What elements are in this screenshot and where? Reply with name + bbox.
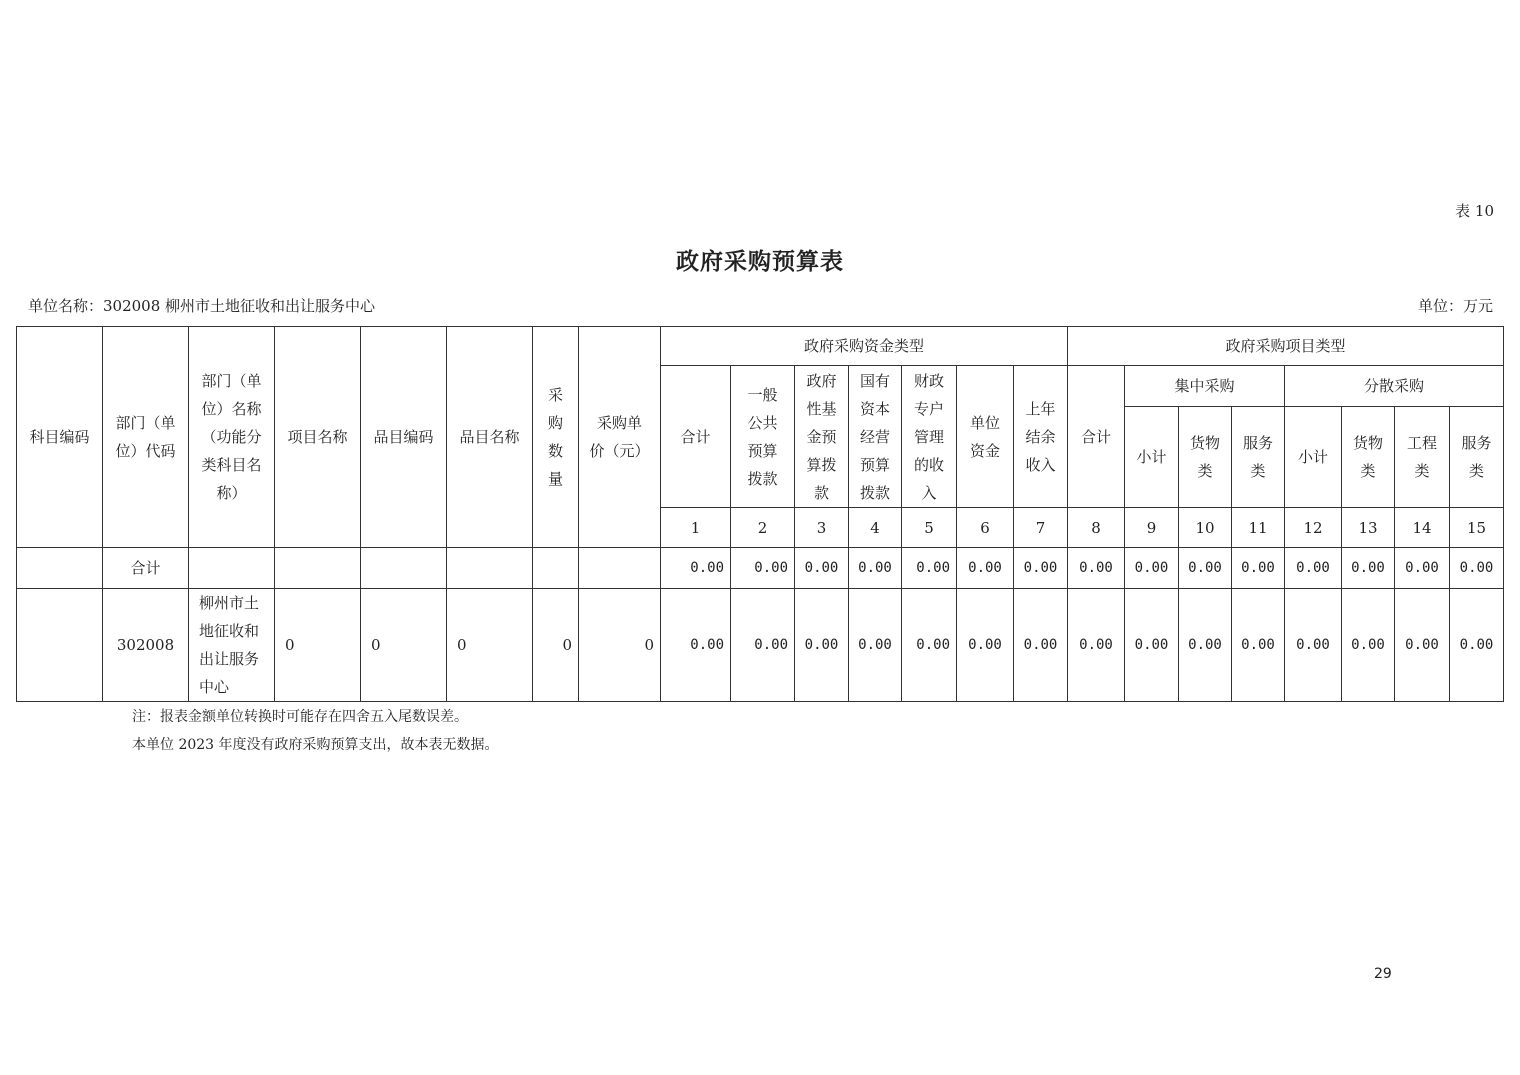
total-value: 0.00: [1342, 548, 1395, 589]
header-d-goods: 货物 类: [1342, 407, 1395, 508]
table-number: 表 10: [1455, 202, 1494, 220]
row-value: 0.00: [1232, 589, 1285, 702]
procurement-budget-table: [16, 326, 1504, 702]
footnote-rounding: 注：报表金额单位转换时可能存在四舍五入尾数误差。: [132, 709, 468, 725]
header-project-type: 政府采购项目类型: [1068, 327, 1504, 366]
row-value: 0.00: [1125, 589, 1179, 702]
col-number: 13: [1342, 508, 1395, 548]
col-number: 14: [1395, 508, 1450, 548]
row-value: 0.00: [661, 589, 731, 702]
row-value: 0.00: [902, 589, 957, 702]
total-value: 0.00: [795, 548, 849, 589]
total-empty-cell: [361, 548, 447, 589]
total-subject-code: [17, 548, 103, 589]
header-decentralized: 分散采购: [1285, 366, 1504, 407]
total-value: 0.00: [1395, 548, 1450, 589]
header-prev-balance: 上年 结余 收入: [1014, 366, 1068, 508]
footnote-no-data: 本单位 2023 年度没有政府采购预算支出，故本表无数据。: [132, 737, 499, 753]
row-dept-name: 柳州市土 地征收和 出让服务 中心: [189, 589, 275, 702]
header-item-name: 品目名称: [447, 327, 533, 548]
data-row: [17, 589, 1504, 702]
row-value: 0.00: [1395, 589, 1450, 702]
header-item-code: 品目编码: [361, 327, 447, 548]
unit-name: 单位名称：302008 柳州市土地征收和出让服务中心: [28, 297, 376, 315]
page-number: 29: [1374, 966, 1392, 982]
total-value: 0.00: [731, 548, 795, 589]
total-value: 0.00: [1285, 548, 1342, 589]
col-number: 5: [902, 508, 957, 548]
row-value: 0.00: [957, 589, 1014, 702]
total-empty-cell: [533, 548, 579, 589]
total-empty-cell: [275, 548, 361, 589]
total-value: 0.00: [661, 548, 731, 589]
total-empty-cell: [579, 548, 661, 589]
total-value: 0.00: [1179, 548, 1232, 589]
row-item-code: 0: [361, 589, 447, 702]
header-fund-type: 政府采购资金类型: [661, 327, 1068, 366]
total-value: 0.00: [1125, 548, 1179, 589]
total-value: 0.00: [957, 548, 1014, 589]
row-dept-code: 302008: [103, 589, 189, 702]
total-value: 0.00: [1232, 548, 1285, 589]
currency-unit: 单位：万元: [1417, 297, 1493, 315]
header-d-works: 工程 类: [1395, 407, 1450, 508]
header-gov-fund: 政府 性基 金预 算拨 款: [795, 366, 849, 508]
row-project-name: 0: [275, 589, 361, 702]
row-value: 0.00: [1450, 589, 1504, 702]
total-empty-cell: [189, 548, 275, 589]
total-value: 0.00: [1014, 548, 1068, 589]
total-value: 0.00: [849, 548, 902, 589]
header-subject-code: 科目编码: [17, 327, 103, 548]
col-number: 10: [1179, 508, 1232, 548]
row-value: 0.00: [849, 589, 902, 702]
row-value: 0.00: [1179, 589, 1232, 702]
total-label: 合计: [103, 548, 189, 589]
total-row: [17, 548, 1504, 589]
row-subject-code: [17, 589, 103, 702]
row-value: 0.00: [1014, 589, 1068, 702]
header-unit-fund: 单位 资金: [957, 366, 1014, 508]
header-c-subtotal: 小计: [1125, 407, 1179, 508]
col-number: 12: [1285, 508, 1342, 548]
header-fiscal-special: 财政 专户 管理 的收 入: [902, 366, 957, 508]
col-number: 3: [795, 508, 849, 548]
total-value: 0.00: [1450, 548, 1504, 589]
total-value: 0.00: [902, 548, 957, 589]
col-number: 8: [1068, 508, 1125, 548]
col-number: 2: [731, 508, 795, 548]
row-value: 0.00: [1342, 589, 1395, 702]
col-number: 6: [957, 508, 1014, 548]
row-value: 0.00: [795, 589, 849, 702]
header-proj-total: 合计: [1068, 366, 1125, 508]
header-quantity: 采 购 数 量: [533, 327, 579, 548]
col-number: 9: [1125, 508, 1179, 548]
row-quantity: 0: [533, 589, 579, 702]
col-number: 4: [849, 508, 902, 548]
page-title: 政府采购预算表: [676, 248, 844, 275]
row-value: 0.00: [1285, 589, 1342, 702]
header-dept-code: 部门（单 位）代码: [103, 327, 189, 548]
header-fund-total: 合计: [661, 366, 731, 508]
header-project-name: 项目名称: [275, 327, 361, 548]
col-number: 15: [1450, 508, 1504, 548]
total-empty-cell: [447, 548, 533, 589]
col-number: 7: [1014, 508, 1068, 548]
row-unit-price: 0: [579, 589, 661, 702]
header-state-capital: 国有 资本 经营 预算 拨款: [849, 366, 902, 508]
header-general-budget: 一般 公共 预算 拨款: [731, 366, 795, 508]
header-d-subtotal: 小计: [1285, 407, 1342, 508]
total-value: 0.00: [1068, 548, 1125, 589]
row-value: 0.00: [1068, 589, 1125, 702]
row-item-name: 0: [447, 589, 533, 702]
header-centralized: 集中采购: [1125, 366, 1285, 407]
col-number: 11: [1232, 508, 1285, 548]
header-d-services: 服务 类: [1450, 407, 1504, 508]
header-dept-name: 部门（单 位）名称 （功能分 类科目名 称）: [189, 327, 275, 548]
header-unit-price: 采购单 价（元）: [579, 327, 661, 548]
header-c-goods: 货物 类: [1179, 407, 1232, 508]
row-value: 0.00: [731, 589, 795, 702]
col-number: 1: [661, 508, 731, 548]
header-c-services: 服务 类: [1232, 407, 1285, 508]
